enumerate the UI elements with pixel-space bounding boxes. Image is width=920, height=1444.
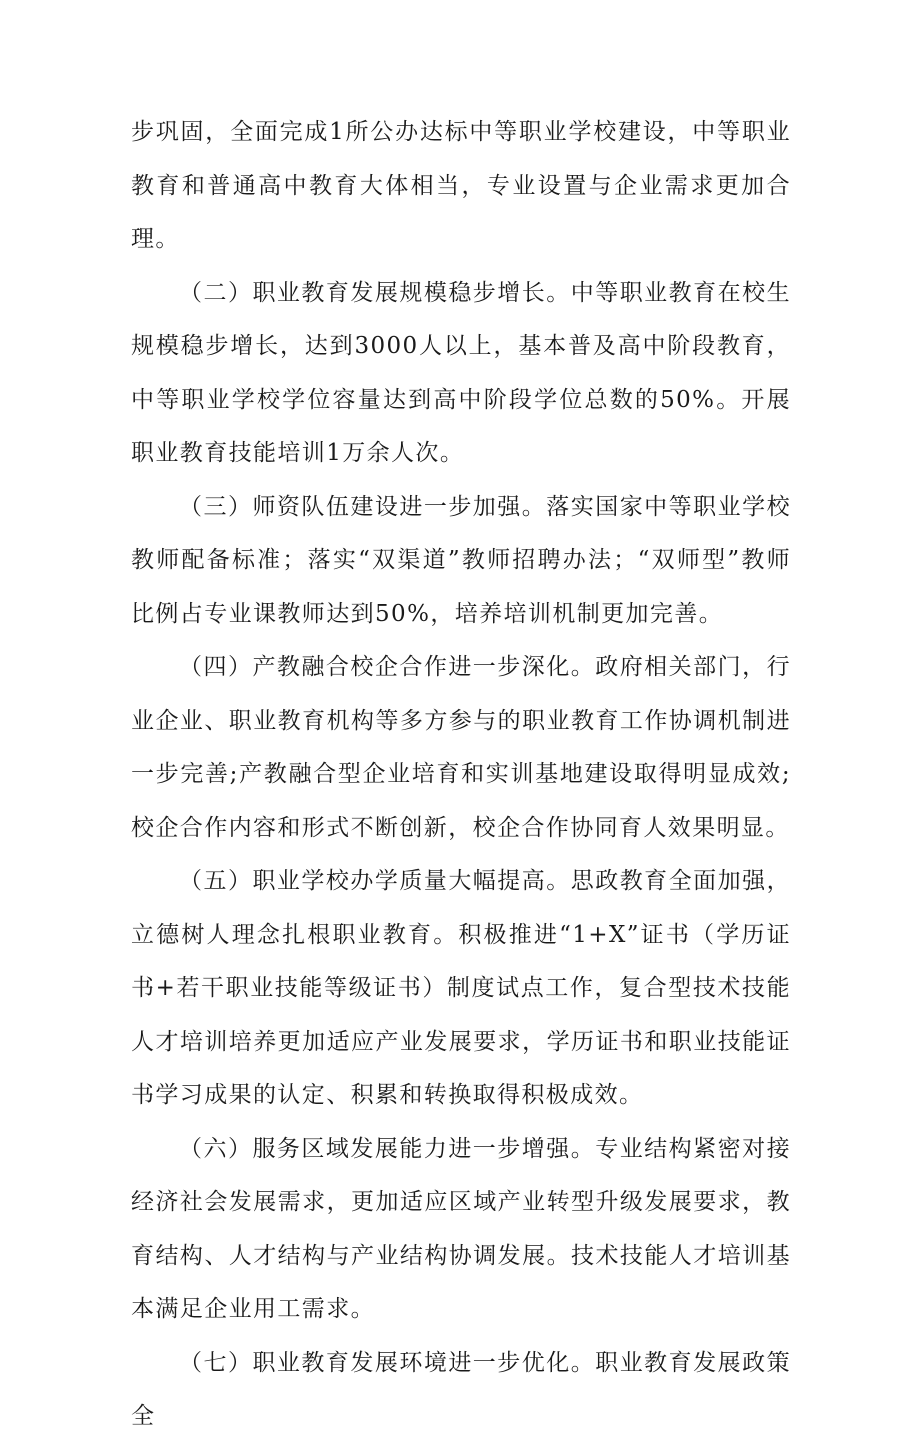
paragraph-continuation: 步巩固，全面完成1所公办达标中等职业学校建设，中等职业教育和普通高中教育大体相当，专业设置与企业需求更加合理。 (131, 119, 791, 252)
paragraph-environment: （七）职业教育发展环境进一步优化。职业教育发展政策全 (131, 1349, 791, 1429)
paragraph-regional-service: （六）服务区域发展能力进一步增强。专业结构紧密对接经济社会发展需求，更加适应区域产业转型升级发展要求，教育结构、人才结构与产业结构协调发展。技术技能人才培训基本满足企业用工需求。 (131, 1135, 791, 1322)
document-body (131, 106, 791, 1444)
paragraph-school-quality: （五）职业学校办学质量大幅提高。思政教育全面加强，立德树人理念扎根职业教育。积极推进“1+X”证书（学历证书+若干职业技能等级证书）制度试点工作，复合型技术技能人才培训培养更加适应产业发展要求，学历证书和职业技能证书学习成果的认定、积累和转换取得积极成效。 (131, 868, 791, 1108)
paragraph-scale-growth: （二）职业教育发展规模稳步增长。中等职业教育在校生规模稳步增长，达到3000人以上，基本普及高中阶段教育，中等职业学校学位容量达到高中阶段学位总数的50%。开展职业教育技能培训1万余人次。 (131, 279, 791, 466)
paragraph-industry-education: （四）产教融合校企合作进一步深化。政府相关部门，行业企业、职业教育机构等多方参与的职业教育工作协调机制进一步完善;产教融合型企业培育和实训基地建设取得明显成效;校企合作内容和形式不断创新，校企合作协同育人效果明显。 (131, 654, 791, 841)
paragraph-teacher-team: （三）师资队伍建设进一步加强。落实国家中等职业学校教师配备标准；落实“双渠道”教师招聘办法；“双师型”教师比例占专业课教师达到50%，培养培训机制更加完善。 (131, 493, 791, 627)
